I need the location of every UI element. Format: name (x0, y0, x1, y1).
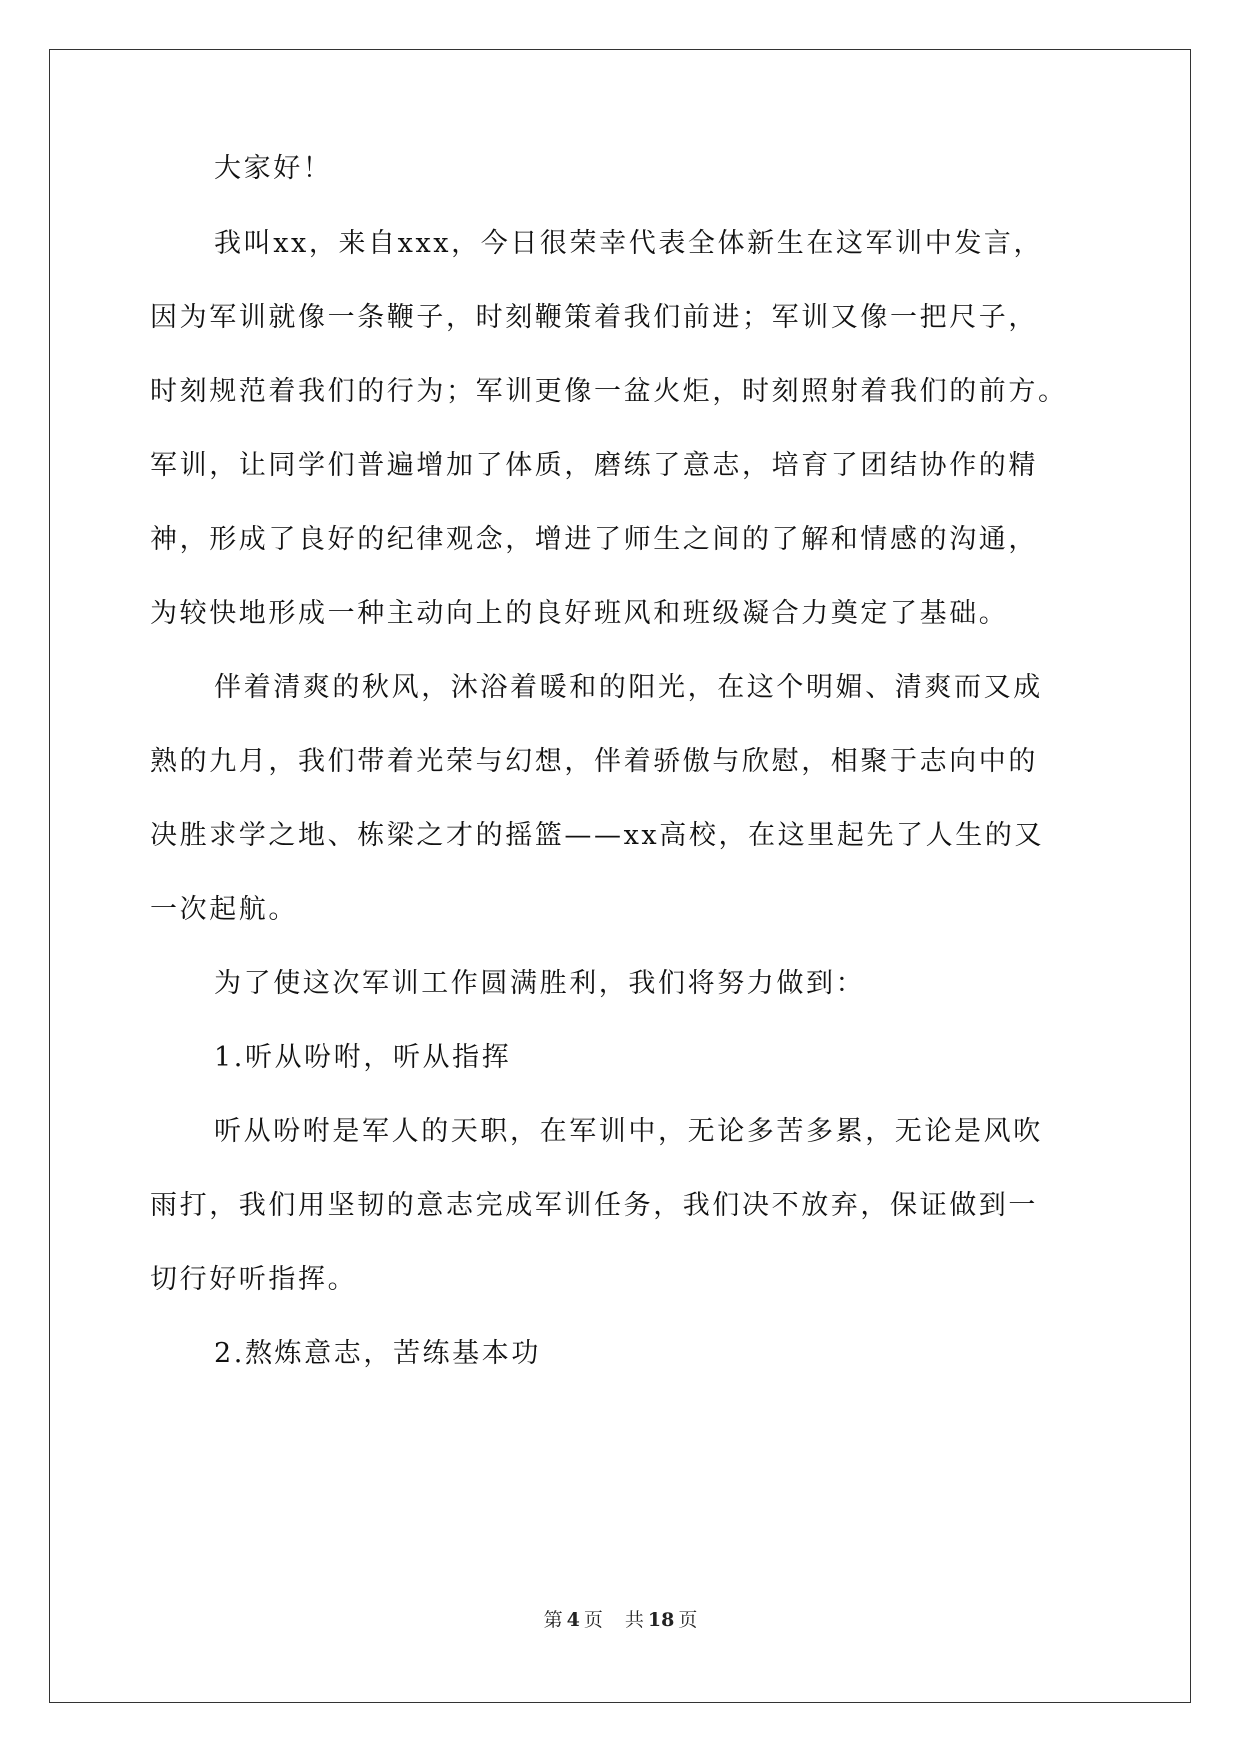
total-pages-number: 18 (647, 1609, 675, 1631)
footer-prefix: 第 (543, 1609, 563, 1631)
paragraph-line: 为了使这次军训工作圆满胜利，我们将努力做到： (214, 968, 866, 999)
footer-total-prefix: 共 (624, 1609, 644, 1631)
paragraph-line: 熟的九月，我们带着光荣与幻想，伴着骄傲与欣慰，相聚于志向中的 (150, 746, 1038, 777)
paragraph-line: 我叫xx，来自xxx，今日很荣幸代表全体新生在这军训中发言， (214, 228, 1044, 259)
paragraph-line: 决胜求学之地、栋梁之才的摇篮——xx高校，在这里起先了人生的又 (150, 820, 1045, 851)
paragraph-line: 军训，让同学们普遍增加了体质，磨练了意志，培育了团结协作的精 (150, 450, 1038, 481)
footer-total-suffix: 页 (678, 1609, 698, 1631)
paragraph-line: 神，形成了良好的纪律观念，增进了师生之间的了解和情感的沟通， (150, 524, 1038, 555)
paragraph-line: 雨打，我们用坚韧的意志完成军训任务，我们决不放弃，保证做到一 (150, 1190, 1038, 1221)
paragraph-line: 伴着清爽的秋风，沐浴着暖和的阳光，在这个明媚、清爽而又成 (214, 672, 1043, 703)
paragraph-line: 时刻规范着我们的行为；军训更像一盆火炬，时刻照射着我们的前方。 (150, 376, 1068, 407)
paragraph-line: 一次起航。 (150, 894, 298, 925)
section-heading: 2.熬炼意志，苦练基本功 (214, 1338, 541, 1369)
paragraph-line: 听从吩咐是军人的天职，在军训中，无论多苦多累，无论是风吹 (214, 1116, 1043, 1147)
paragraph-line: 为较快地形成一种主动向上的良好班风和班级凝合力奠定了基础。 (150, 598, 1009, 629)
page-footer (0, 1608, 1241, 1632)
section-heading: 1.听从吩咐，听从指挥 (214, 1042, 512, 1073)
paragraph-line: 因为军训就像一条鞭子，时刻鞭策着我们前进；军训又像一把尺子， (150, 302, 1038, 333)
footer-page-suffix: 页 (583, 1609, 603, 1631)
current-page-number: 4 (566, 1609, 580, 1631)
greeting-line: 大家好！ (214, 153, 333, 184)
paragraph-line: 切行好听指挥。 (150, 1264, 358, 1295)
page-border (49, 49, 1191, 1703)
